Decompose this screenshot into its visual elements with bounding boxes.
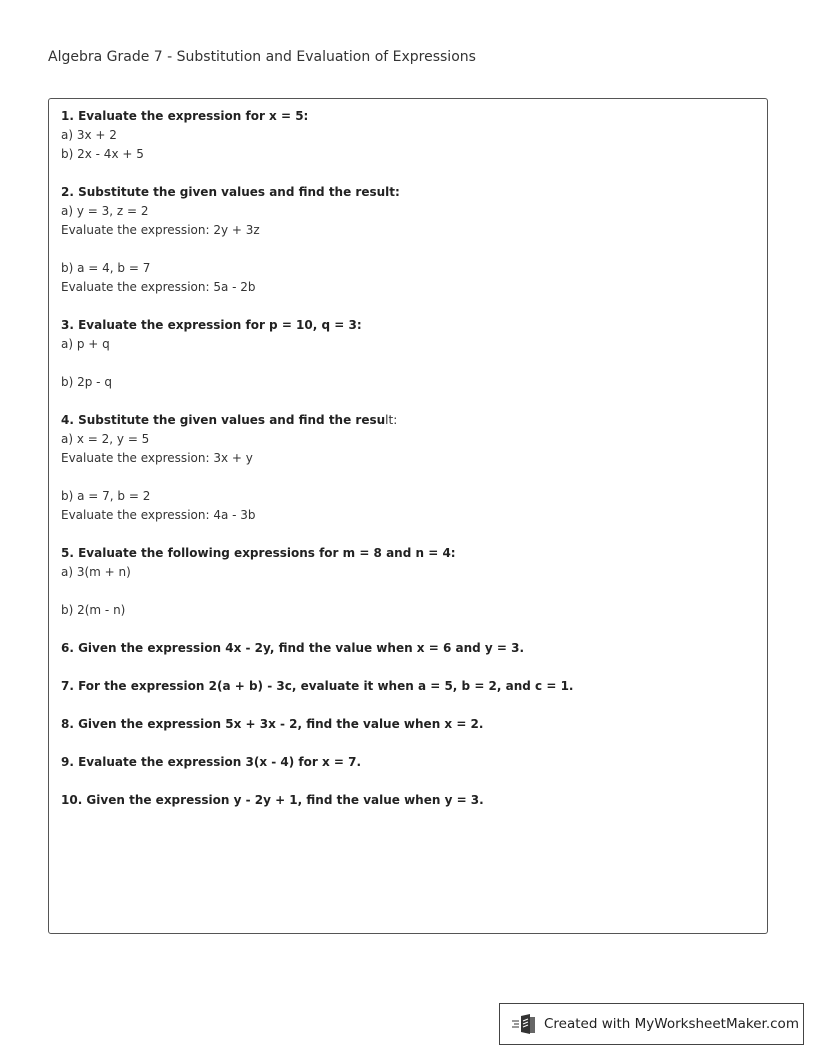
line: Evaluate the expression: 4a - 3b [61, 508, 256, 522]
line: 6. Given the expression 4x - 2y, find the value when x = 6 and y = 3. [61, 641, 525, 655]
line-bold-part: 4. Substitute the given values and find the resu [61, 413, 386, 427]
line [61, 412, 397, 428]
line: 10. Given the expression y - 2y + 1, find the value when y = 3. [61, 793, 484, 807]
footer-text: Created with MyWorksheetMaker.com [544, 1016, 799, 1032]
line: 7. For the expression 2(a + b) - 3c, evaluate it when a = 5, b = 2, and c = 1. [61, 679, 574, 693]
line: b) a = 4, b = 7 [61, 261, 151, 275]
line: Evaluate the expression: 5a - 2b [61, 280, 256, 294]
line: a) p + q [61, 337, 110, 351]
line: Evaluate the expression: 3x + y [61, 451, 253, 465]
line: 8. Given the expression 5x + 3x - 2, find the value when x = 2. [61, 717, 484, 731]
line: a) y = 3, z = 2 [61, 204, 149, 218]
line: b) 2x - 4x + 5 [61, 147, 144, 161]
line: 1. Evaluate the expression for x = 5: [61, 109, 309, 123]
worksheet-maker-logo-icon [512, 1013, 538, 1035]
line: b) 2(m - n) [61, 603, 126, 617]
line: 2. Substitute the given values and find the result: [61, 185, 400, 199]
line: a) 3x + 2 [61, 128, 117, 142]
line: b) a = 7, b = 2 [61, 489, 151, 503]
line-normal-part: lt: [385, 413, 398, 427]
line: a) 3(m + n) [61, 565, 131, 579]
worksheet-title: Algebra Grade 7 - Substitution and Evaluation of Expressions [48, 49, 476, 65]
line: 3. Evaluate the expression for p = 10, q = 3: [61, 318, 362, 332]
line: b) 2p - q [61, 375, 112, 389]
line: Evaluate the expression: 2y + 3z [61, 223, 260, 237]
footer-credit[interactable] [499, 1003, 804, 1045]
line: 5. Evaluate the following expressions for m = 8 and n = 4: [61, 546, 456, 560]
line: a) x = 2, y = 5 [61, 432, 150, 446]
line: 9. Evaluate the expression 3(x - 4) for x = 7. [61, 755, 362, 769]
